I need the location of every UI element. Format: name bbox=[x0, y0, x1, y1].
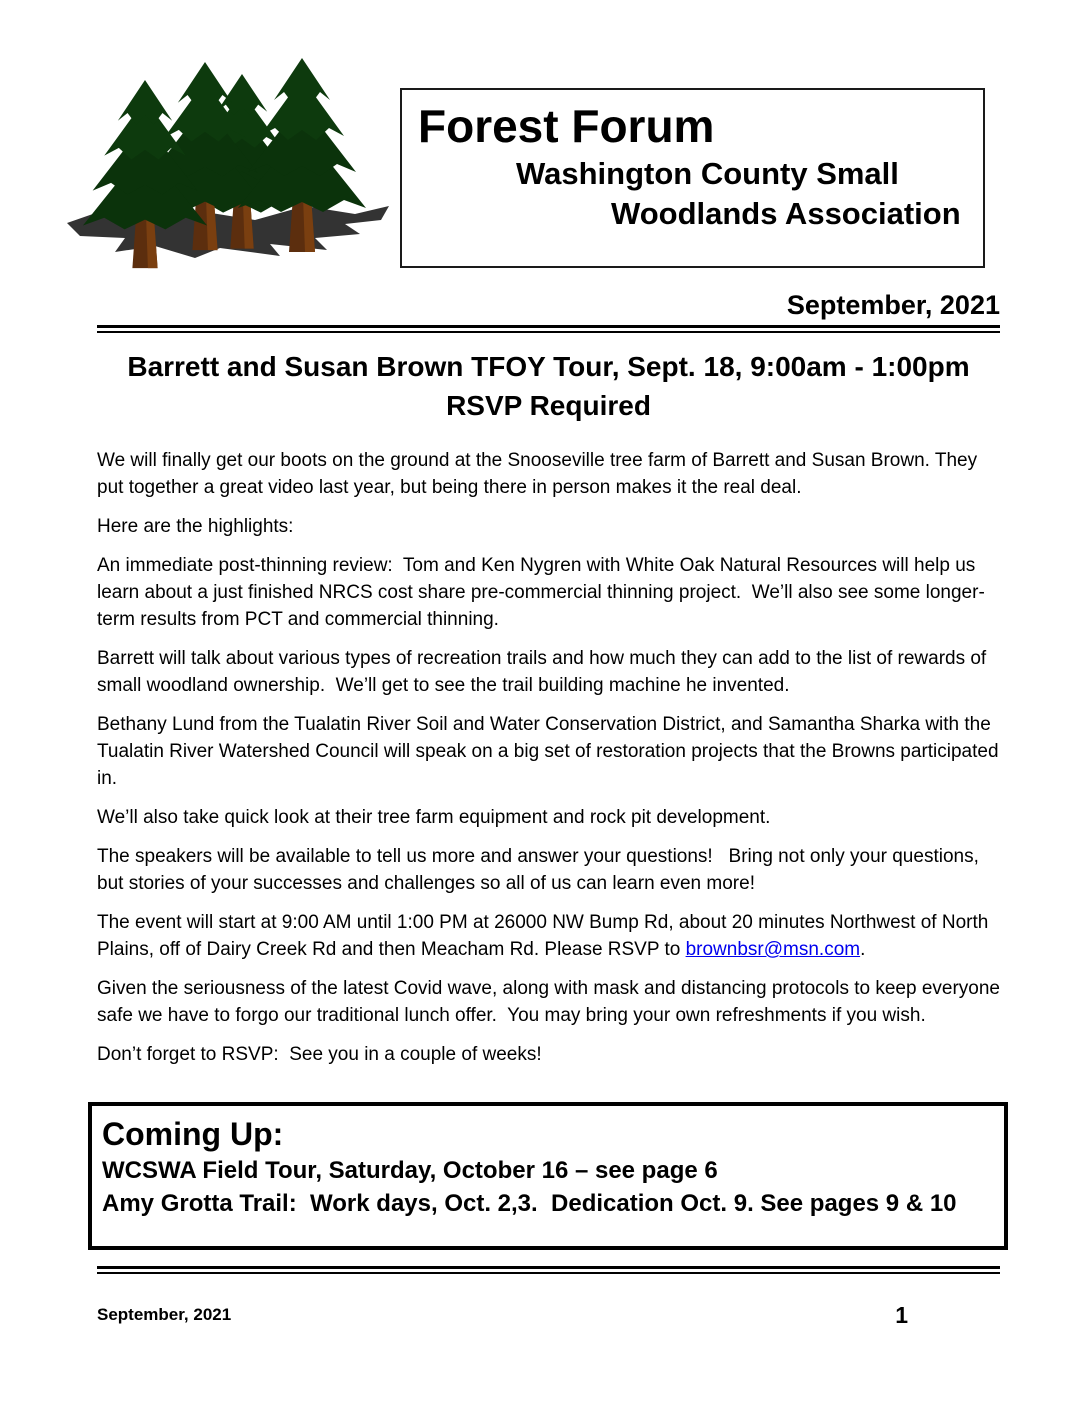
header bbox=[0, 48, 1088, 286]
email-link[interactable]: brownbsr@msn.com bbox=[685, 939, 861, 960]
organization-name-line2: Woodlands Association bbox=[611, 196, 961, 231]
page-number: 1 bbox=[895, 1302, 908, 1328]
paragraph-event-details bbox=[97, 909, 1000, 963]
paragraph-speakers: The speakers will be available to tell us more and answer your questions! Bring not only your questions, but stories of your successes and challenges so all of us can learn even more! bbox=[97, 846, 985, 894]
footer-divider bbox=[97, 1266, 1000, 1274]
paragraph-covid-protocols: Given the seriousness of the latest Covid wave, along with mask and distancing protocols to keep everyone safe we have to forgo our traditional lunch offer. You may bring your own refreshments if you wish. bbox=[97, 978, 1006, 1026]
article-body bbox=[97, 447, 1006, 1068]
coming-up-item-field-tour: WCSWA Field Tour, Saturday, October 16 – see page 6 bbox=[102, 1157, 718, 1184]
coming-up-box bbox=[88, 1102, 1008, 1250]
paragraph-restoration-projects: Bethany Lund from the Tualatin River Soil and Water Conservation District, and Samantha Sharka with the Tualatin River Watershed Council will speak on a big set of restoration projects that the Browns participated in. bbox=[97, 714, 1004, 789]
issue-date: September, 2021 bbox=[786, 290, 1000, 320]
footer bbox=[97, 1304, 1000, 1334]
article-title-line1: Barrett and Susan Brown TFOY Tour, Sept. 18, 9:00am - 1:00pm bbox=[127, 351, 970, 382]
masthead-box bbox=[400, 88, 985, 268]
article-title bbox=[97, 347, 1000, 425]
paragraph-recreation-trails: Barrett will talk about various types of recreation trails and how much they can add to the list of rewards of small woodland ownership. We’ll get to see the trail building machine he invented. bbox=[97, 648, 992, 696]
paragraph-thinning-review: An immediate post-thinning review: Tom and Ken Nygren with White Oak Natural Resources will help us learn about a just finished NRCS cost share pre-commercial thinning project. We’ll also see some longer-term results from PCT and commercial thinning. bbox=[97, 555, 985, 630]
paragraph-intro: We will finally get our boots on the ground at the Snooseville tree farm of Barrett and Susan Brown. They put together a great video last year, but being there in person makes it the real deal. bbox=[97, 450, 983, 498]
pine-trees-icon bbox=[55, 48, 400, 283]
rsvp-text-after: . bbox=[860, 939, 866, 960]
paragraph-equipment: We’ll also take quick look at their tree farm equipment and rock pit development. bbox=[97, 807, 771, 828]
coming-up-item-amy-grotta-trail: Amy Grotta Trail: Work days, Oct. 2,3. Dedication Oct. 9. See pages 9 & 10 bbox=[102, 1190, 957, 1217]
newsletter-title: Forest Forum bbox=[418, 100, 715, 152]
coming-up-heading: Coming Up: bbox=[102, 1116, 284, 1152]
paragraph-highlights-lead: Here are the highlights: bbox=[97, 516, 294, 537]
paragraph-rsvp-reminder: Don’t forget to RSVP: See you in a couple of weeks! bbox=[97, 1044, 542, 1065]
footer-date: September, 2021 bbox=[97, 1305, 232, 1324]
rsvp-text-before: The event will start at 9:00 AM until 1:00 PM at 26000 NW Bump Rd, about 20 minutes Northwest of North Plains, off of Dairy Creek Rd and then Meacham Rd. Please RSVP to bbox=[97, 912, 994, 960]
organization-name-line1: Washington County Small bbox=[516, 156, 899, 191]
header-divider bbox=[97, 325, 1000, 333]
article-title-line2: RSVP Required bbox=[446, 390, 651, 421]
